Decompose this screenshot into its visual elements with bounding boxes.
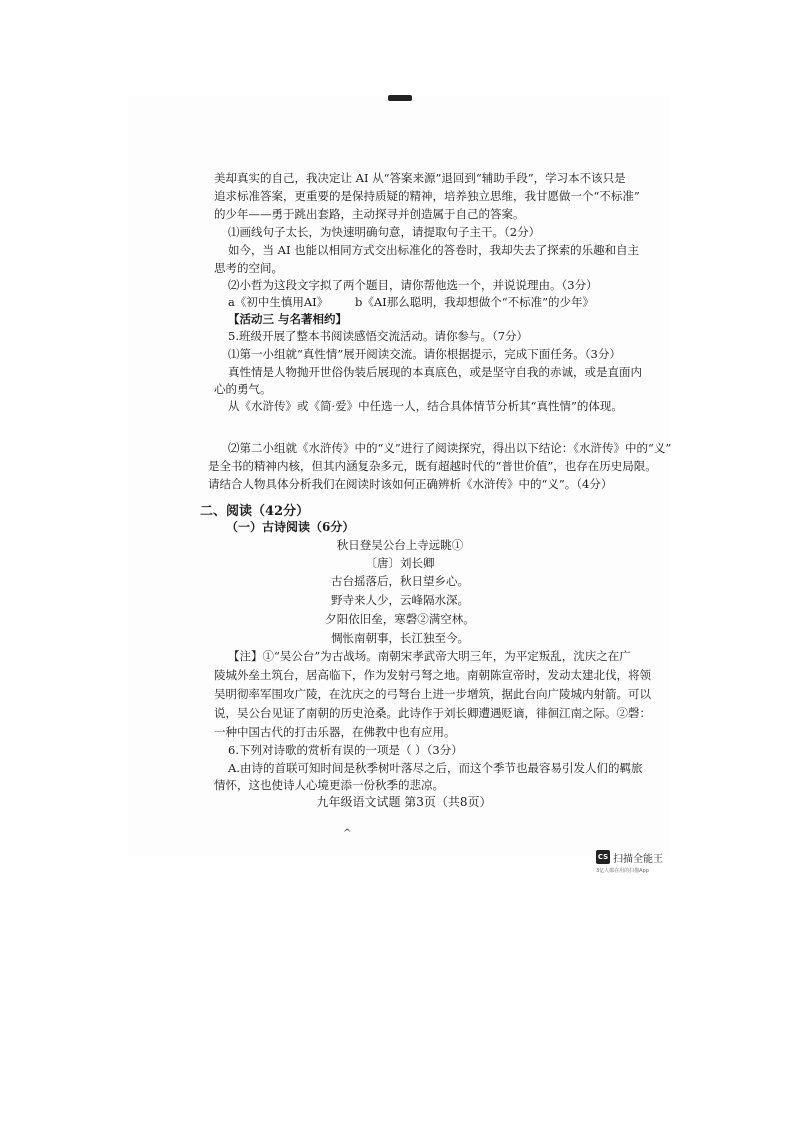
poem-author: 〔唐〕刘长卿 [365, 556, 435, 570]
option-a: A.由诗的首联可知时间是秋季树叶落尽之后，而这个季节也最容易引发人们的羁旅 [228, 761, 643, 775]
note-line: 一种中国古代的打击乐器，在佛教中也有应用。 [214, 725, 456, 739]
note-line: 说，吴公台见证了南朝的历史沧桑。此诗作于刘长卿遭遇贬谪，徘徊江南之际。②磬： [214, 706, 651, 720]
activity-three-heading: 【活动三 与名著相约】 [228, 312, 348, 326]
question-6: 6.下列对诗歌的赏析有误的一项是（ ）（3分） [228, 743, 463, 757]
text-line: 情怀，这也使诗人心境更添一份秋季的悲凉。 [214, 778, 444, 792]
camscanner-logo-icon: CS [596, 850, 610, 864]
text-line: 从《水浒传》或《简·爱》中任选一人，结合具体情节分析其“真性情”的体现。 [228, 399, 623, 413]
text-line: 请结合人物具体分析我们在阅读时该如何正确辨析《水浒传》中的“义”。（4分） [208, 477, 613, 491]
text-line: 如今，当 AI 也能以相同方式交出标准化的答卷时，我却失去了探索的乐趣和自主 [228, 243, 640, 257]
scan-artifact-mark: ^ [343, 828, 352, 839]
text-line: 追求标准答案，更重要的是保持质疑的精神，培养独立思维，我甘愿做一个“不标准” [214, 189, 640, 203]
scanner-watermark [596, 850, 696, 880]
section-heading: 二、阅读（42分） [200, 504, 310, 519]
poem-title: 秋日登吴公台上寺远眺① [336, 538, 464, 552]
watermark-subtitle: 3亿人都在用的扫描App [596, 868, 649, 874]
question-5: 5.班级开展了整本书阅读感悟交流活动。请你参与。（7分） [228, 329, 529, 343]
text-line: 美却真实的自己，我决定让 AI 从“答案来源”退回到“辅助手段”，学习本不该只是 [214, 171, 626, 185]
poem-line: 惆怅南朝事，长江独至今。 [331, 631, 469, 645]
option-b: b《AI那么聪明，我却想做个“不标准”的少年》 [355, 295, 594, 309]
poem-line: 夕阳依旧垒，寒磬②满空林。 [325, 612, 475, 626]
subsection-heading: （一）古诗阅读（6分） [226, 520, 355, 534]
option-a: a《初中生慎用AI》 [228, 295, 329, 309]
text-line: 是全书的精神内核，但其内涵复杂多元，既有超越时代的“普世价值”，也存在历史局限。 [208, 459, 657, 473]
poem-line: 野寺来人少，云峰隔水深。 [331, 593, 469, 607]
question-5-2: ⑵第二小组就《水浒传》中的“义”进行了阅读探究，得出以下结论：《水浒传》中的“义” [228, 441, 672, 455]
scan-artifact-mark [388, 95, 412, 101]
question-2: ⑵小哲为这段文字拟了两个题目，请你帮他选一个，并说说理由。（3分） [228, 278, 598, 292]
note-line: 【注】①“吴公台”为古战场。南朝宋孝武帝大明三年，为平定叛乱，沈庆之在广 [228, 649, 631, 663]
text-line: 心的勇气。 [214, 382, 272, 396]
poem-line: 古台摇落后，秋日望乡心。 [331, 574, 469, 588]
page-footer: 九年级语文试题 第3页（共8页） [316, 795, 492, 809]
text-line: 真性情是人物抛开世俗伪装后展现的本真底色，或是坚守自我的赤诚，或是直面内 [228, 365, 642, 379]
text-line: 思考的空间。 [214, 261, 283, 275]
text-line: 的少年——勇于跳出套路，主动探寻并创造属于自己的答案。 [214, 207, 525, 221]
question-5-1: ⑴第一小组就“真性情”展开阅读交流。请你根据提示，完成下面任务。（3分） [228, 347, 621, 361]
question-1: ⑴画线句子太长，为快速明确句意，请提取句子主干。（2分） [228, 225, 541, 239]
note-line: 吴明彻率军围攻广陵，在沈庆之的弓弩台上进一步增筑，据此台向广陵城内射箭。可以 [214, 687, 651, 701]
note-line: 陵城外垒土筑台，居高临下，作为发射弓弩之地。南朝陈宣帝时，发动太建北伐，将领 [214, 668, 651, 682]
watermark-title: 扫描全能王 [613, 854, 663, 865]
